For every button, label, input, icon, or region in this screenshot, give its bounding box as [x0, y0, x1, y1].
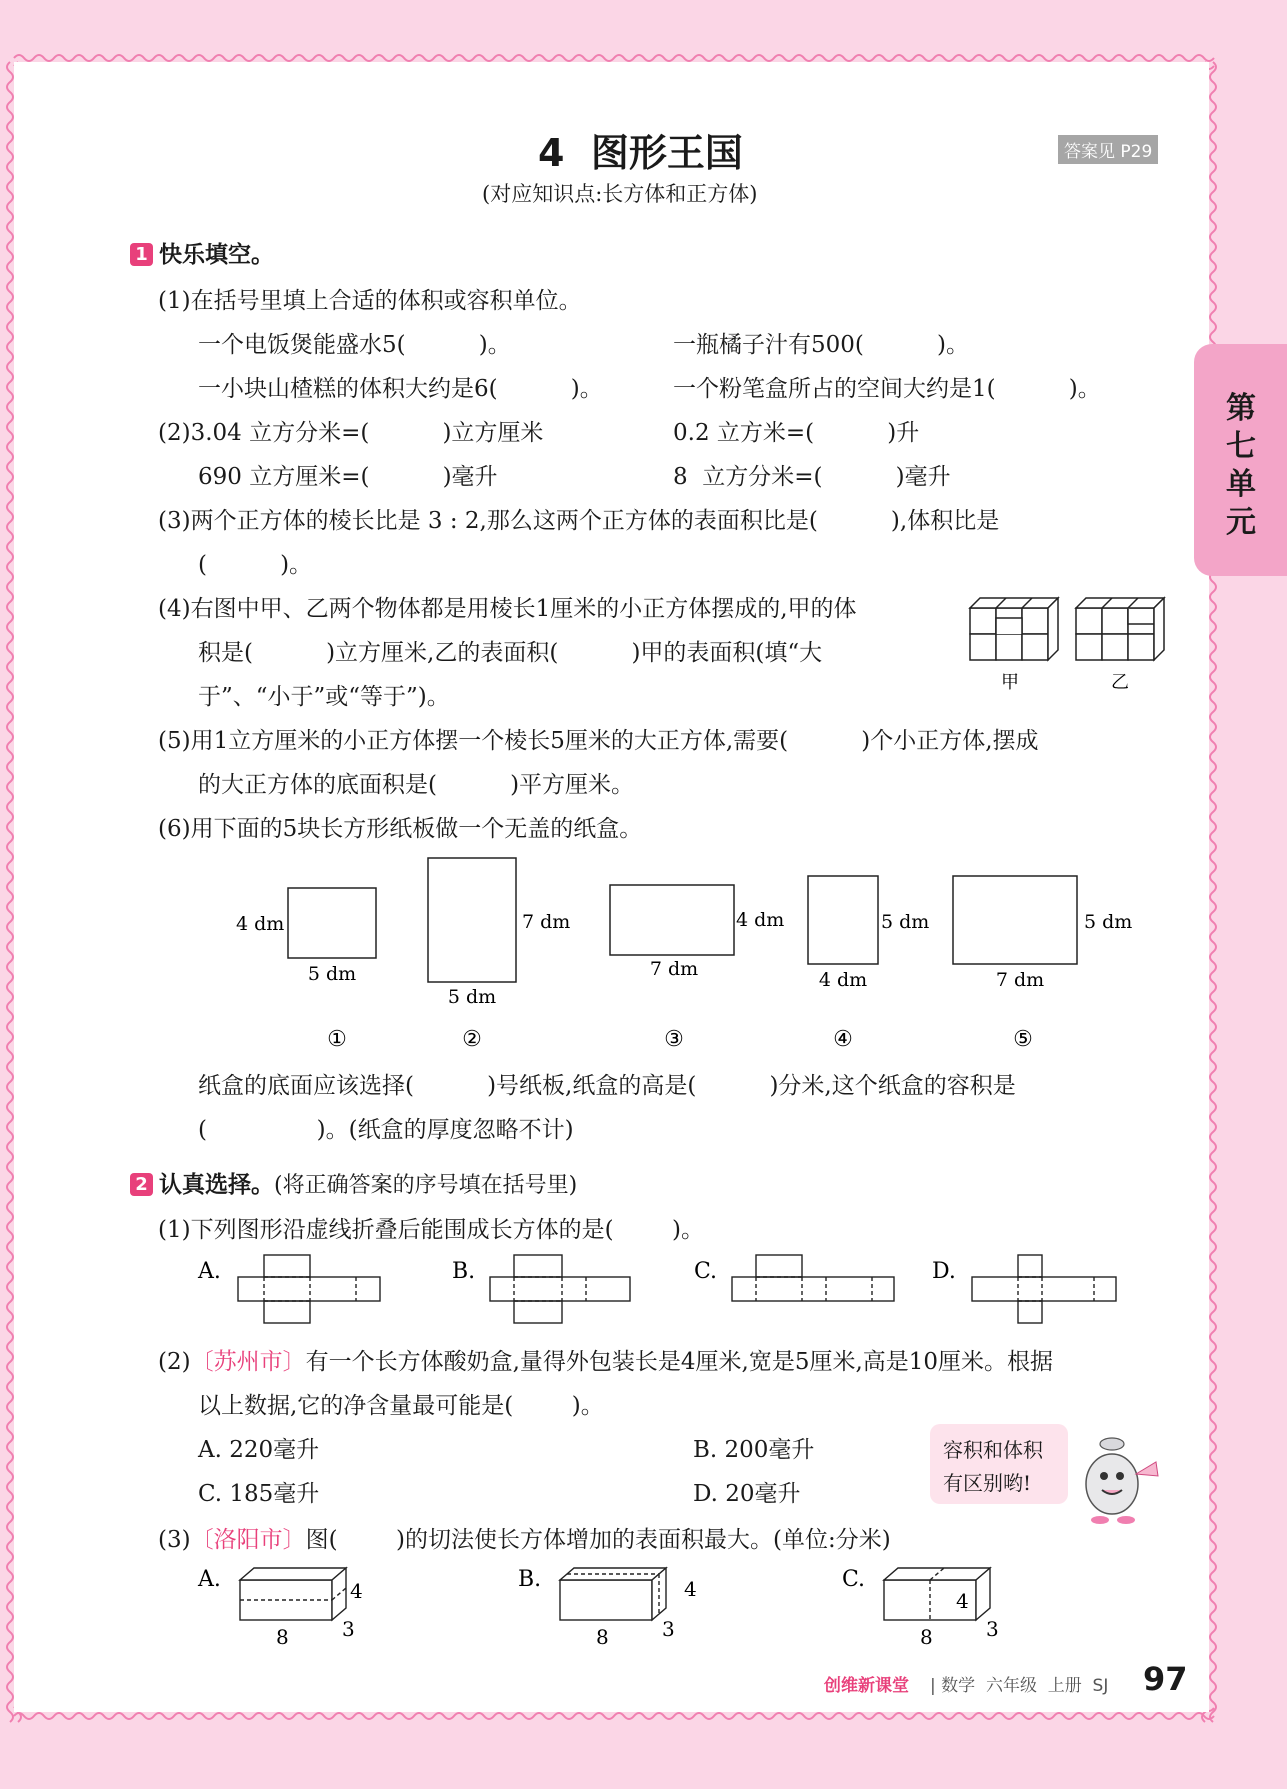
q1-1-d: 一个粉笔盒所占的空间大约是1( )。 — [673, 376, 1101, 402]
tip-text — [943, 1434, 1043, 1500]
board-2-number: ② — [462, 1027, 482, 1052]
cuboid-figures — [196, 1560, 1036, 1650]
q2-2-city-tag: 〔苏州市〕 — [190, 1349, 306, 1375]
q1-1-stem: (1)在括号里填上合适的体积或容积单位。 — [158, 288, 582, 314]
q2-3-city-tag: 〔洛阳市〕 — [190, 1527, 306, 1553]
q2-2-line2: 以上数据,它的净含量最可能是( )。 — [198, 1393, 604, 1419]
footer-brand: 创维新课堂 — [824, 1676, 909, 1696]
board-5-height: 5 dm — [1084, 911, 1133, 933]
q2-3-line — [158, 1521, 891, 1554]
tip-line-1: 容积和体积 — [943, 1438, 1043, 1462]
cardboard-pieces — [220, 850, 1150, 1060]
board-5 — [953, 876, 1077, 964]
cuboid-c-width: 3 — [986, 1617, 999, 1641]
q2-3-option-a: A. — [198, 1567, 221, 1592]
section-1-title: 快乐填空。 — [159, 242, 274, 268]
cuboid-a-width: 3 — [342, 1617, 355, 1641]
q2-2-option-d: D. 20毫升 — [693, 1481, 801, 1507]
knowledge-point-subtitle: (对应知识点:长方体和正方体) — [482, 182, 758, 206]
board-3-width: 7 dm — [649, 958, 699, 980]
q1-1-c: 一小块山楂糕的体积大约是6( )。 — [198, 376, 603, 402]
cuboid-c-length: 8 — [920, 1625, 933, 1649]
cuboid-c-height: 4 — [956, 1589, 969, 1613]
q2-2-option-b: B. 200毫升 — [693, 1437, 815, 1463]
q2-1-stem: (1)下列图形沿虚线折叠后能围成长方体的是( )。 — [158, 1217, 705, 1243]
q2-1-option-d: D. — [932, 1259, 956, 1284]
section-2-title: 认真选择。 — [159, 1172, 274, 1198]
q2-1-option-b: B. — [452, 1259, 476, 1284]
board-3-height: 4 dm — [736, 909, 785, 931]
page-title: 4 图形王国 — [538, 131, 743, 175]
net-d — [972, 1255, 1116, 1323]
cuboid-a — [240, 1568, 346, 1620]
q1-6-stem: (6)用下面的5块长方形纸板做一个无盖的纸盒。 — [158, 816, 643, 842]
q2-2-line1 — [158, 1343, 1053, 1376]
box-nets — [196, 1250, 1136, 1330]
cuboid-a-length: 8 — [276, 1625, 289, 1649]
cuboid-b — [560, 1568, 666, 1620]
net-b — [490, 1255, 630, 1323]
q2-3-prefix: (3) — [158, 1527, 191, 1553]
q2-3-option-b: B. — [518, 1567, 542, 1592]
answer-reference-badge: 答案见 P29 — [1058, 135, 1158, 164]
board-3-number: ③ — [664, 1027, 684, 1052]
page-number: 97 — [1143, 1660, 1188, 1698]
board-5-number: ⑤ — [1013, 1027, 1033, 1052]
board-4-number: ④ — [833, 1027, 853, 1052]
q2-1-option-c: C. — [694, 1259, 718, 1284]
q2-2-option-c: C. 185毫升 — [198, 1481, 320, 1507]
q1-6-line2: ( )。(纸盒的厚度忽略不计) — [198, 1117, 574, 1143]
q1-3-line2: ( )。 — [198, 552, 313, 578]
board-1-height: 4 dm — [236, 913, 285, 935]
q1-6-line1: 纸盒的底面应该选择( )号纸板,纸盒的高是( )分米,这个纸盒的容积是 — [198, 1073, 1016, 1099]
q2-2-option-a: A. 220毫升 — [198, 1437, 320, 1463]
q1-2-d: 8 立方分米=( )毫升 — [673, 464, 951, 490]
net-c — [732, 1255, 894, 1301]
board-1-number: ① — [327, 1027, 347, 1052]
section-number-badge: 1 — [130, 243, 153, 266]
board-5-width: 7 dm — [995, 969, 1045, 991]
q1-3-line1: (3)两个正方体的棱长比是 3 : 2,那么这两个正方体的表面积比是( ),体积比是 — [158, 508, 1000, 534]
q2-3-option-c: C. — [842, 1567, 866, 1592]
board-4-width: 4 dm — [818, 969, 868, 991]
section-number-badge: 2 — [130, 1173, 153, 1196]
q1-2-b: 0.2 立方米=( )升 — [673, 420, 920, 446]
q1-1-b: 一瓶橘子汁有500( )。 — [673, 332, 969, 358]
q1-2-c: 690 立方厘米=( )毫升 — [198, 464, 498, 490]
board-4-height: 5 dm — [881, 911, 930, 933]
section-2-note: (将正确答案的序号填在括号里) — [274, 1173, 578, 1198]
cuboid-b-height: 4 — [684, 1577, 697, 1601]
unit-side-tab-label: 第七单元 — [1226, 391, 1256, 540]
board-2 — [428, 858, 516, 982]
board-1-width: 5 dm — [307, 963, 357, 985]
cuboid-a-height: 4 — [350, 1579, 363, 1603]
cuboid-b-width: 3 — [662, 1617, 675, 1641]
board-1 — [288, 888, 376, 958]
q2-2-text: 有一个长方体酸奶盒,量得外包装长是4厘米,宽是5厘米,高是10厘米。根据 — [305, 1349, 1054, 1375]
section-1-heading — [130, 236, 274, 269]
cuboid-b-length: 8 — [596, 1625, 609, 1649]
board-2-height: 7 dm — [522, 911, 571, 933]
q1-4-line2: 积是( )立方厘米,乙的表面积( )甲的表面积(填“大 — [198, 640, 823, 666]
board-3 — [610, 885, 734, 955]
q1-5-line2: 的大正方体的底面积是( )平方厘米。 — [198, 772, 635, 798]
q2-3-stem: 图( )的切法使长方体增加的表面积最大。(单位:分米) — [305, 1527, 891, 1553]
board-2-width: 5 dm — [447, 986, 497, 1008]
section-2-heading — [130, 1166, 577, 1199]
q2-1-option-a: A. — [198, 1259, 221, 1284]
q1-4-line1: (4)右图中甲、乙两个物体都是用棱长1厘米的小正方体摆成的,甲的体 — [158, 596, 857, 622]
q1-4-line3: 于”、“小于”或“等于”)。 — [198, 684, 450, 710]
board-4 — [808, 876, 878, 964]
label-jia: 甲 — [1001, 672, 1019, 693]
q1-1-a: 一个电饭煲能盛水5( )。 — [198, 332, 511, 358]
net-a — [238, 1255, 380, 1323]
tip-line-2: 有区别哟! — [943, 1471, 1032, 1495]
cube-figures-jia-yi — [962, 588, 1177, 698]
cuboid-c — [884, 1568, 990, 1620]
label-yi: 乙 — [1111, 672, 1129, 693]
q2-2-prefix: (2) — [158, 1349, 191, 1375]
q1-5-line1: (5)用1立方厘米的小正方体摆一个棱长5厘米的大正方体,需要( )个小正方体,摆成 — [158, 728, 1039, 754]
q1-2-a: (2)3.04 立方分米=( )立方厘米 — [158, 420, 544, 446]
footer-book-info: | 数学 六年级 上册 SJ — [930, 1676, 1109, 1696]
mascot-icon — [1072, 1432, 1164, 1528]
